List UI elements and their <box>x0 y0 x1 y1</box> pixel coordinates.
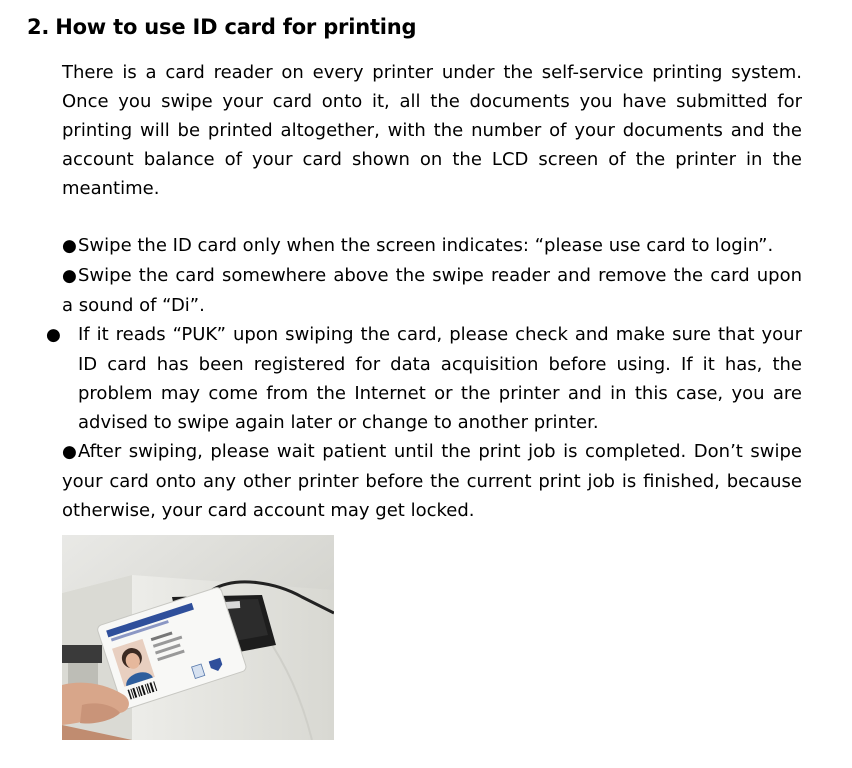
intro-paragraph: There is a card reader on every printer under the self-service printing system. Once you swipe your card onto it, all the documents you have submitted for printing will be printed altogether, with the number of your documents and the account balance of your card shown on the LCD screen of the printer in the meantime. <box>62 62 802 199</box>
bullet-icon: ● <box>62 442 77 462</box>
section-title: How to use ID card for printing <box>55 15 417 39</box>
bullet-icon: ● <box>62 266 77 286</box>
list-item-text: Swipe the card somewhere above the swipe reader and remove the card upon a sound of “Di”. <box>62 265 802 316</box>
card-reader-photo-illustration <box>62 535 334 740</box>
section-heading <box>27 15 416 39</box>
bullet-icon: ● <box>62 236 77 256</box>
bullet-icon: ● <box>46 325 61 345</box>
list-item-text: If it reads “PUK” upon swiping the card, please check and make sure that your ID card has been registered for data acquisition before using. If it has, the problem may come from the Internet or the printer and in this case, you are advised to swipe again later or change to another printer. <box>78 324 802 433</box>
card-reader-photo <box>62 535 334 740</box>
list-item-text: After swiping, please wait patient until the print job is completed. Don’t swipe your card onto any other printer before the current print job is finished, because otherwise, your card account may get locked. <box>62 441 802 521</box>
list-item <box>46 320 802 437</box>
list-item <box>62 261 802 320</box>
instruction-list <box>46 231 802 525</box>
section-number: 2. <box>27 15 50 39</box>
list-item <box>62 231 802 261</box>
list-item-text: Swipe the ID card only when the screen indicates: “please use card to login”. <box>78 235 774 256</box>
list-item <box>62 437 802 525</box>
